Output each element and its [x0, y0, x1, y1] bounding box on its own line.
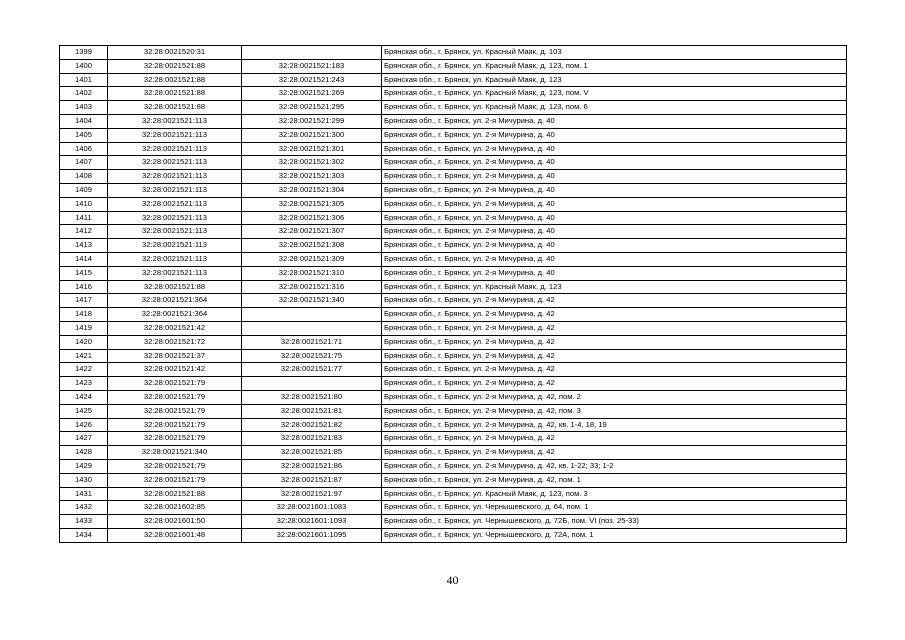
address-cell: Брянская обл., г. Брянск, ул. 2-я Мичурина, д. 42 [382, 294, 847, 308]
building-cadastral-number-cell: 32:28:0021521:308 [242, 239, 382, 253]
building-cadastral-number-cell [242, 377, 382, 391]
address-cell: Брянская обл., г. Брянск, ул. 2-я Мичурина, д. 40 [382, 211, 847, 225]
land-cadastral-number-cell: 32:28:0021521:113 [108, 252, 242, 266]
land-cadastral-number-cell: 32:28:0021521:72 [108, 335, 242, 349]
land-cadastral-number-cell: 32:28:0021520:31 [108, 46, 242, 60]
row-number-cell: 1434 [60, 528, 108, 542]
address-cell: Брянская обл., г. Брянск, ул. 2-я Мичурина, д. 42 [382, 446, 847, 460]
building-cadastral-number-cell: 32:28:0021521:85 [242, 446, 382, 460]
address-cell: Брянская обл., г. Брянск, ул. Чернышевского, д. 72Б, пом. VI (поз. 25-33) [382, 515, 847, 529]
table-row [60, 473, 847, 487]
address-cell: Брянская обл., г. Брянск, ул. 2-я Мичурина, д. 42, пом. 1 [382, 473, 847, 487]
address-cell: Брянская обл., г. Брянск, ул. Чернышевского, д. 64, пом. 1 [382, 501, 847, 515]
address-cell: Брянская обл., г. Брянск, ул. 2-я Мичурина, д. 40 [382, 142, 847, 156]
building-cadastral-number-cell: 32:28:0021521:80 [242, 390, 382, 404]
building-cadastral-number-cell: 32:28:0021521:340 [242, 294, 382, 308]
land-cadastral-number-cell: 32:28:0021521:113 [108, 197, 242, 211]
table-row [60, 252, 847, 266]
row-number-cell: 1412 [60, 225, 108, 239]
land-cadastral-number-cell: 32:28:0021521:79 [108, 377, 242, 391]
address-cell: Брянская обл., г. Брянск, ул. 2-я Мичурина, д. 40 [382, 170, 847, 184]
table-row [60, 432, 847, 446]
row-number-cell: 1427 [60, 432, 108, 446]
building-cadastral-number-cell: 32:28:0021601:1083 [242, 501, 382, 515]
row-number-cell: 1429 [60, 459, 108, 473]
row-number-cell: 1399 [60, 46, 108, 60]
address-cell: Брянская обл., г. Брянск, ул. 2-я Мичурина, д. 42 [382, 335, 847, 349]
page-number: 40 [446, 573, 459, 587]
land-cadastral-number-cell: 32:28:0021521:88 [108, 280, 242, 294]
row-number-cell: 1421 [60, 349, 108, 363]
table-row [60, 404, 847, 418]
building-cadastral-number-cell: 32:28:0021521:301 [242, 142, 382, 156]
land-cadastral-number-cell: 32:28:0021521:79 [108, 390, 242, 404]
building-cadastral-number-cell: 32:28:0021521:306 [242, 211, 382, 225]
address-cell: Брянская обл., г. Брянск, ул. Красный Маяк, д. 123, пом. 3 [382, 487, 847, 501]
row-number-cell: 1423 [60, 377, 108, 391]
row-number-cell: 1424 [60, 390, 108, 404]
building-cadastral-number-cell: 32:28:0021521:300 [242, 128, 382, 142]
row-number-cell: 1422 [60, 363, 108, 377]
table-row [60, 459, 847, 473]
land-cadastral-number-cell: 32:28:0021521:113 [108, 239, 242, 253]
building-cadastral-number-cell: 32:28:0021521:295 [242, 101, 382, 115]
table-row [60, 211, 847, 225]
address-cell: Брянская обл., г. Брянск, ул. 2-я Мичурина, д. 42, кв. 1-4, 18, 19 [382, 418, 847, 432]
table-row [60, 239, 847, 253]
table-row [60, 349, 847, 363]
address-cell: Брянская обл., г. Брянск, ул. Красный Маяк, д. 123 [382, 280, 847, 294]
table-row [60, 46, 847, 60]
building-cadastral-number-cell: 32:28:0021521:77 [242, 363, 382, 377]
registry-table-body [60, 46, 847, 543]
building-cadastral-number-cell: 32:28:0021521:303 [242, 170, 382, 184]
row-number-cell: 1404 [60, 114, 108, 128]
row-number-cell: 1417 [60, 294, 108, 308]
table-row [60, 225, 847, 239]
building-cadastral-number-cell: 32:28:0021521:83 [242, 432, 382, 446]
table-row [60, 114, 847, 128]
row-number-cell: 1413 [60, 239, 108, 253]
land-cadastral-number-cell: 32:28:0021521:42 [108, 321, 242, 335]
table-row [60, 363, 847, 377]
address-cell: Брянская обл., г. Брянск, ул. 2-я Мичурина, д. 40 [382, 239, 847, 253]
table-row [60, 280, 847, 294]
land-cadastral-number-cell: 32:28:0021521:113 [108, 211, 242, 225]
building-cadastral-number-cell: 32:28:0021601:1095 [242, 528, 382, 542]
table-row [60, 390, 847, 404]
building-cadastral-number-cell: 32:28:0021521:299 [242, 114, 382, 128]
building-cadastral-number-cell: 32:28:0021521:309 [242, 252, 382, 266]
land-cadastral-number-cell: 32:28:0021601:50 [108, 515, 242, 529]
land-cadastral-number-cell: 32:28:0021521:88 [108, 59, 242, 73]
table-row [60, 335, 847, 349]
land-cadastral-number-cell: 32:28:0021601:48 [108, 528, 242, 542]
land-cadastral-number-cell: 32:28:0021521:113 [108, 183, 242, 197]
land-cadastral-number-cell: 32:28:0021521:79 [108, 473, 242, 487]
address-cell: Брянская обл., г. Брянск, ул. 2-я Мичурина, д. 42 [382, 321, 847, 335]
land-cadastral-number-cell: 32:28:0021521:79 [108, 459, 242, 473]
building-cadastral-number-cell: 32:28:0021521:87 [242, 473, 382, 487]
building-cadastral-number-cell: 32:28:0021601:1093 [242, 515, 382, 529]
land-cadastral-number-cell: 32:28:0021521:113 [108, 266, 242, 280]
row-number-cell: 1433 [60, 515, 108, 529]
land-cadastral-number-cell: 32:28:0021521:42 [108, 363, 242, 377]
address-cell: Брянская обл., г. Брянск, ул. Красный Маяк, д. 123, пом. 1 [382, 59, 847, 73]
land-cadastral-number-cell: 32:28:0021521:113 [108, 225, 242, 239]
land-cadastral-number-cell: 32:28:0021521:88 [108, 73, 242, 87]
building-cadastral-number-cell [242, 46, 382, 60]
table-row [60, 73, 847, 87]
row-number-cell: 1407 [60, 156, 108, 170]
land-cadastral-number-cell: 32:28:0021521:340 [108, 446, 242, 460]
building-cadastral-number-cell: 32:28:0021521:316 [242, 280, 382, 294]
land-cadastral-number-cell: 32:28:0021521:88 [108, 101, 242, 115]
address-cell: Брянская обл., г. Брянск, ул. 2-я Мичурина, д. 42 [382, 349, 847, 363]
table-row [60, 446, 847, 460]
row-number-cell: 1432 [60, 501, 108, 515]
row-number-cell: 1414 [60, 252, 108, 266]
address-cell: Брянская обл., г. Брянск, ул. Красный Маяк, д. 123, пом. V [382, 87, 847, 101]
building-cadastral-number-cell: 32:28:0021521:243 [242, 73, 382, 87]
row-number-cell: 1431 [60, 487, 108, 501]
land-cadastral-number-cell: 32:28:0021521:88 [108, 87, 242, 101]
table-row [60, 142, 847, 156]
row-number-cell: 1425 [60, 404, 108, 418]
building-cadastral-number-cell: 32:28:0021521:75 [242, 349, 382, 363]
row-number-cell: 1403 [60, 101, 108, 115]
address-cell: Брянская обл., г. Брянск, ул. Красный Маяк, д. 123, пом. 6 [382, 101, 847, 115]
building-cadastral-number-cell: 32:28:0021521:183 [242, 59, 382, 73]
address-cell: Брянская обл., г. Брянск, ул. 2-я Мичурина, д. 40 [382, 197, 847, 211]
table-row [60, 197, 847, 211]
building-cadastral-number-cell [242, 321, 382, 335]
table-row [60, 128, 847, 142]
table-row [60, 308, 847, 322]
table-row [60, 377, 847, 391]
address-cell: Брянская обл., г. Брянск, ул. 2-я Мичурина, д. 42, кв. 1-22; 33; 1-2 [382, 459, 847, 473]
address-cell: Брянская обл., г. Брянск, ул. 2-я Мичурина, д. 40 [382, 252, 847, 266]
table-row [60, 501, 847, 515]
row-number-cell: 1400 [60, 59, 108, 73]
row-number-cell: 1418 [60, 308, 108, 322]
address-cell: Брянская обл., г. Брянск, ул. 2-я Мичурина, д. 42, пом. 2 [382, 390, 847, 404]
table-row [60, 515, 847, 529]
land-cadastral-number-cell: 32:28:0021521:37 [108, 349, 242, 363]
land-cadastral-number-cell: 32:28:0021602:85 [108, 501, 242, 515]
table-row [60, 156, 847, 170]
address-cell: Брянская обл., г. Брянск, ул. 2-я Мичурина, д. 42 [382, 377, 847, 391]
table-row [60, 294, 847, 308]
building-cadastral-number-cell: 32:28:0021521:302 [242, 156, 382, 170]
building-cadastral-number-cell: 32:28:0021521:97 [242, 487, 382, 501]
address-cell: Брянская обл., г. Брянск, ул. 2-я Мичурина, д. 40 [382, 128, 847, 142]
address-cell: Брянская обл., г. Брянск, ул. 2-я Мичурина, д. 42, пом. 3 [382, 404, 847, 418]
table-row [60, 321, 847, 335]
row-number-cell: 1419 [60, 321, 108, 335]
building-cadastral-number-cell: 32:28:0021521:81 [242, 404, 382, 418]
address-cell: Брянская обл., г. Брянск, ул. Красный Маяк, д. 123 [382, 73, 847, 87]
row-number-cell: 1402 [60, 87, 108, 101]
row-number-cell: 1410 [60, 197, 108, 211]
row-number-cell: 1405 [60, 128, 108, 142]
row-number-cell: 1409 [60, 183, 108, 197]
table-row [60, 170, 847, 184]
row-number-cell: 1401 [60, 73, 108, 87]
building-cadastral-number-cell: 32:28:0021521:269 [242, 87, 382, 101]
address-cell: Брянская обл., г. Брянск, ул. 2-я Мичурина, д. 42 [382, 363, 847, 377]
building-cadastral-number-cell: 32:28:0021521:305 [242, 197, 382, 211]
table-row [60, 101, 847, 115]
table-row [60, 59, 847, 73]
row-number-cell: 1428 [60, 446, 108, 460]
table-row [60, 183, 847, 197]
land-cadastral-number-cell: 32:28:0021521:88 [108, 487, 242, 501]
land-cadastral-number-cell: 32:28:0021521:364 [108, 294, 242, 308]
land-cadastral-number-cell: 32:28:0021521:113 [108, 128, 242, 142]
row-number-cell: 1420 [60, 335, 108, 349]
address-cell: Брянская обл., г. Брянск, ул. 2-я Мичурина, д. 40 [382, 225, 847, 239]
row-number-cell: 1415 [60, 266, 108, 280]
table-row [60, 528, 847, 542]
building-cadastral-number-cell: 32:28:0021521:310 [242, 266, 382, 280]
building-cadastral-number-cell: 32:28:0021521:71 [242, 335, 382, 349]
address-cell: Брянская обл., г. Брянск, ул. 2-я Мичурина, д. 40 [382, 266, 847, 280]
address-cell: Брянская обл., г. Брянск, ул. 2-я Мичурина, д. 40 [382, 114, 847, 128]
land-cadastral-number-cell: 32:28:0021521:79 [108, 432, 242, 446]
address-cell: Брянская обл., г. Брянск, ул. Красный Маяк, д. 103 [382, 46, 847, 60]
land-cadastral-number-cell: 32:28:0021521:364 [108, 308, 242, 322]
address-cell: Брянская обл., г. Брянск, ул. 2-я Мичурина, д. 40 [382, 156, 847, 170]
building-cadastral-number-cell: 32:28:0021521:82 [242, 418, 382, 432]
row-number-cell: 1411 [60, 211, 108, 225]
building-cadastral-number-cell [242, 308, 382, 322]
land-cadastral-number-cell: 32:28:0021521:113 [108, 156, 242, 170]
land-cadastral-number-cell: 32:28:0021521:113 [108, 114, 242, 128]
address-cell: Брянская обл., г. Брянск, ул. 2-я Мичурина, д. 42 [382, 432, 847, 446]
building-cadastral-number-cell: 32:28:0021521:86 [242, 459, 382, 473]
row-number-cell: 1426 [60, 418, 108, 432]
building-cadastral-number-cell: 32:28:0021521:307 [242, 225, 382, 239]
address-cell: Брянская обл., г. Брянск, ул. 2-я Мичурина, д. 42 [382, 308, 847, 322]
table-row [60, 487, 847, 501]
row-number-cell: 1408 [60, 170, 108, 184]
table-row [60, 266, 847, 280]
table-row [60, 87, 847, 101]
building-cadastral-number-cell: 32:28:0021521:304 [242, 183, 382, 197]
land-cadastral-number-cell: 32:28:0021521:113 [108, 170, 242, 184]
address-cell: Брянская обл., г. Брянск, ул. Чернышевского, д. 72А, пом. 1 [382, 528, 847, 542]
row-number-cell: 1430 [60, 473, 108, 487]
row-number-cell: 1416 [60, 280, 108, 294]
row-number-cell: 1406 [60, 142, 108, 156]
registry-table [59, 45, 847, 543]
land-cadastral-number-cell: 32:28:0021521:113 [108, 142, 242, 156]
address-cell: Брянская обл., г. Брянск, ул. 2-я Мичурина, д. 40 [382, 183, 847, 197]
land-cadastral-number-cell: 32:28:0021521:79 [108, 404, 242, 418]
table-row [60, 418, 847, 432]
land-cadastral-number-cell: 32:28:0021521:79 [108, 418, 242, 432]
